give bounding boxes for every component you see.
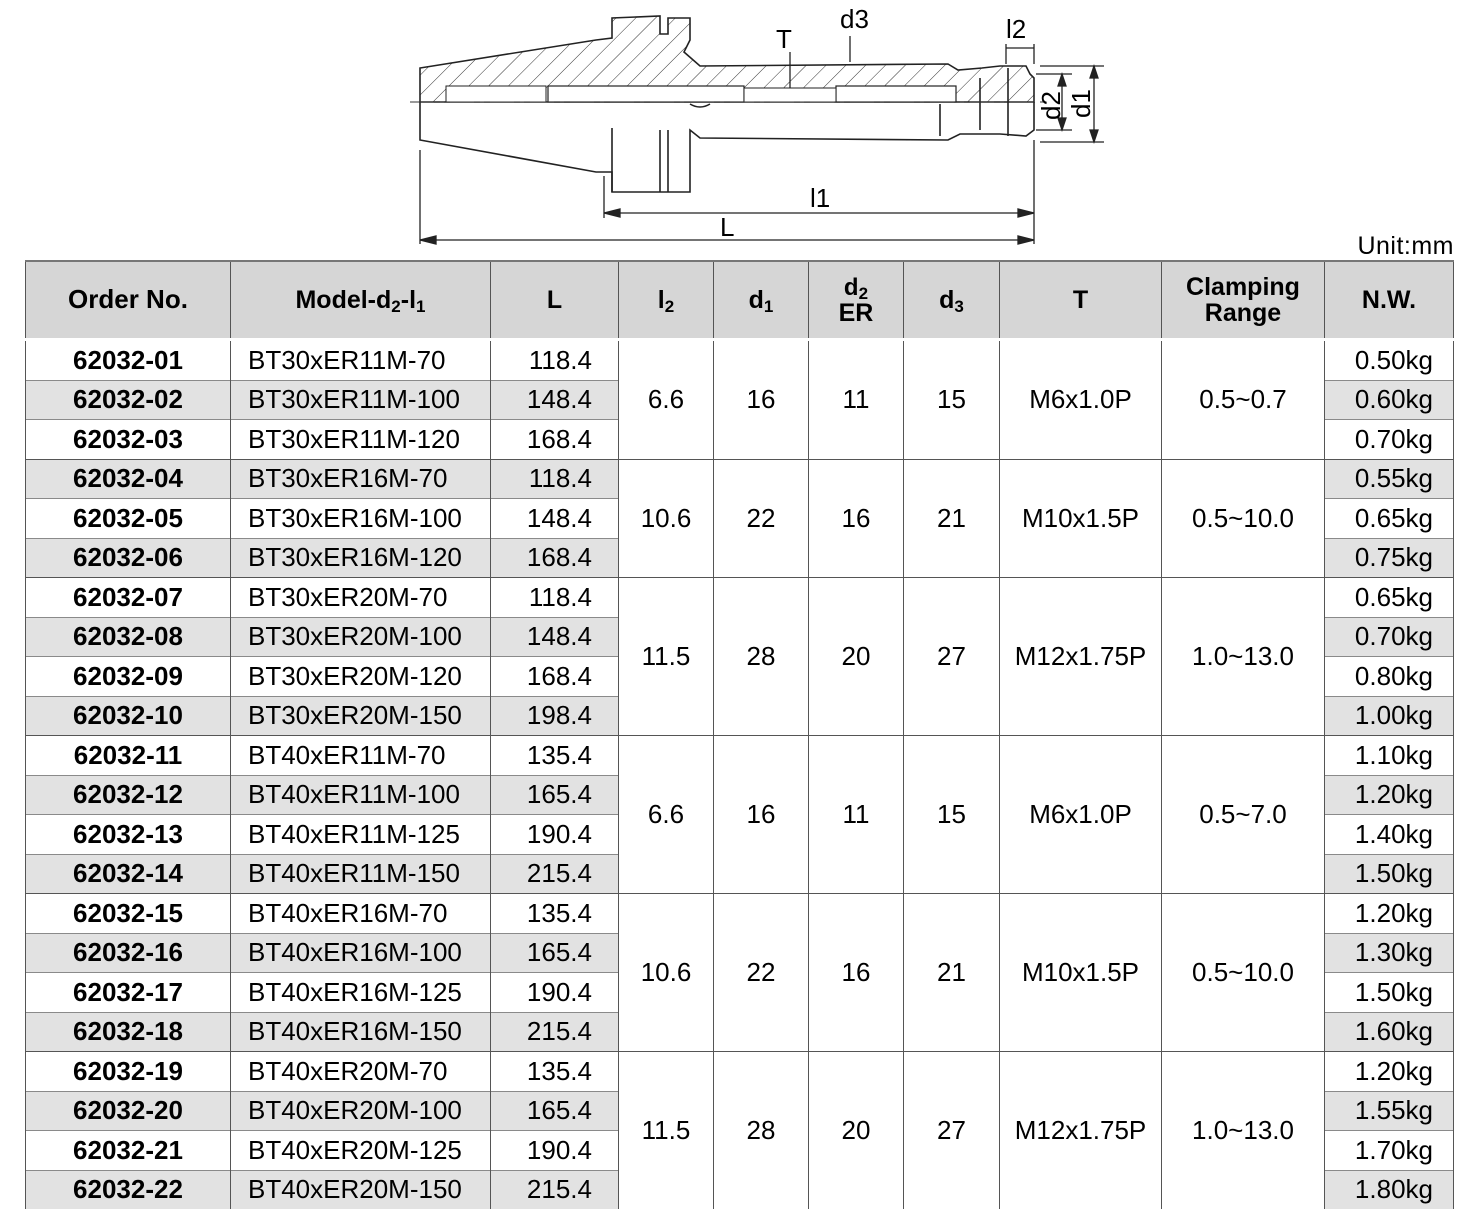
d1-cell: 28 [714,1052,809,1210]
l2-cell: 6.6 [619,340,714,460]
net-weight-cell: 0.60kg [1325,380,1454,420]
order-no-cell: 62032-05 [26,499,231,539]
net-weight-cell: 0.75kg [1325,538,1454,578]
model-cell: BT30xER20M-70 [231,578,491,618]
length-cell: 215.4 [491,1012,619,1052]
net-weight-cell: 0.70kg [1325,617,1454,657]
length-cell: 118.4 [491,578,619,618]
model-cell: BT40xER11M-125 [231,815,491,855]
header-d3: d3 [904,261,1000,340]
model-cell: BT40xER20M-70 [231,1052,491,1092]
order-no-cell: 62032-09 [26,657,231,697]
thread-cell: M12x1.75P [1000,1052,1162,1210]
model-cell: BT40xER16M-150 [231,1012,491,1052]
net-weight-cell: 1.20kg [1325,775,1454,815]
length-cell: 215.4 [491,1170,619,1209]
d2-cell: 11 [809,340,904,460]
order-no-cell: 62032-15 [26,894,231,934]
clamping-range-cell: 0.5~0.7 [1162,340,1325,460]
header-L: L [491,261,619,340]
order-no-cell: 62032-14 [26,854,231,894]
sectioned-half [420,16,1034,102]
table-row [26,894,1454,934]
label-d3: d3 [840,4,869,34]
net-weight-cell: 1.60kg [1325,1012,1454,1052]
net-weight-cell: 1.40kg [1325,815,1454,855]
length-cell: 190.4 [491,1131,619,1171]
order-no-cell: 62032-16 [26,933,231,973]
header-order-no: Order No. [26,261,231,340]
d2-cell: 16 [809,459,904,578]
order-no-cell: 62032-06 [26,538,231,578]
label-d2: d2 [1036,91,1066,120]
net-weight-cell: 1.50kg [1325,854,1454,894]
model-cell: BT40xER16M-125 [231,973,491,1013]
order-no-cell: 62032-13 [26,815,231,855]
header-row [26,261,1454,340]
length-cell: 118.4 [491,340,619,381]
order-no-cell: 62032-04 [26,459,231,499]
spec-table [25,260,1454,1209]
table-body [26,340,1454,1210]
model-cell: BT30xER20M-120 [231,657,491,697]
length-cell: 165.4 [491,933,619,973]
header-T: T [1000,261,1162,340]
net-weight-cell: 1.00kg [1325,696,1454,736]
order-no-cell: 62032-20 [26,1091,231,1131]
order-no-cell: 62032-22 [26,1170,231,1209]
d2-cell: 20 [809,1052,904,1210]
thread-cell: M6x1.0P [1000,736,1162,894]
tool-holder-drawing [0,0,1482,262]
length-cell: 168.4 [491,538,619,578]
net-weight-cell: 0.80kg [1325,657,1454,697]
net-weight-cell: 1.20kg [1325,1052,1454,1092]
length-cell: 135.4 [491,1052,619,1092]
thread-cell: M10x1.5P [1000,459,1162,578]
thread-cell: M10x1.5P [1000,894,1162,1052]
length-cell: 168.4 [491,657,619,697]
order-no-cell: 62032-18 [26,1012,231,1052]
clamping-range-cell: 1.0~13.0 [1162,1052,1325,1210]
order-no-cell: 62032-07 [26,578,231,618]
label-l2: l2 [1006,14,1027,44]
model-cell: BT30xER16M-100 [231,499,491,539]
model-cell: BT30xER16M-120 [231,538,491,578]
net-weight-cell: 1.10kg [1325,736,1454,776]
model-cell: BT40xER11M-100 [231,775,491,815]
length-cell: 135.4 [491,736,619,776]
order-no-cell: 62032-01 [26,340,231,381]
d2-cell: 16 [809,894,904,1052]
l2-cell: 11.5 [619,578,714,736]
length-cell: 148.4 [491,499,619,539]
l2-cell: 6.6 [619,736,714,894]
model-cell: BT40xER16M-100 [231,933,491,973]
length-cell: 118.4 [491,459,619,499]
model-cell: BT30xER20M-150 [231,696,491,736]
d1-cell: 16 [714,736,809,894]
model-cell: BT40xER20M-125 [231,1131,491,1171]
model-cell: BT30xER20M-100 [231,617,491,657]
table-row [26,459,1454,499]
d3-cell: 15 [904,736,1000,894]
table-row [26,1052,1454,1092]
length-cell: 165.4 [491,1091,619,1131]
d1-cell: 22 [714,459,809,578]
clamping-range-cell: 0.5~7.0 [1162,736,1325,894]
net-weight-cell: 0.65kg [1325,578,1454,618]
model-cell: BT30xER11M-70 [231,340,491,381]
net-weight-cell: 1.80kg [1325,1170,1454,1209]
model-cell: BT30xER16M-70 [231,459,491,499]
d2-cell: 11 [809,736,904,894]
l2-cell: 11.5 [619,1052,714,1210]
order-no-cell: 62032-08 [26,617,231,657]
thread-cell: M12x1.75P [1000,578,1162,736]
table-row [26,578,1454,618]
order-no-cell: 62032-10 [26,696,231,736]
label-l1: l1 [810,183,831,213]
label-T: T [776,24,792,54]
d3-cell: 15 [904,340,1000,460]
order-no-cell: 62032-11 [26,736,231,776]
length-cell: 168.4 [491,420,619,460]
net-weight-cell: 1.30kg [1325,933,1454,973]
header-model: Model-d2-l1 [231,261,491,340]
net-weight-cell: 0.70kg [1325,420,1454,460]
l2-cell: 10.6 [619,459,714,578]
model-cell: BT40xER11M-150 [231,854,491,894]
model-cell: BT40xER11M-70 [231,736,491,776]
net-weight-cell: 0.55kg [1325,459,1454,499]
d1-cell: 22 [714,894,809,1052]
table-row [26,736,1454,776]
length-cell: 198.4 [491,696,619,736]
header-d2: d2 ER [809,261,904,340]
d3-cell: 27 [904,578,1000,736]
d3-cell: 21 [904,459,1000,578]
clamping-range-cell: 1.0~13.0 [1162,578,1325,736]
net-weight-cell: 0.65kg [1325,499,1454,539]
length-cell: 190.4 [491,973,619,1013]
d2-cell: 20 [809,578,904,736]
order-no-cell: 62032-02 [26,380,231,420]
length-cell: 190.4 [491,815,619,855]
order-no-cell: 62032-17 [26,973,231,1013]
length-cell: 215.4 [491,854,619,894]
header-l2: l2 [619,261,714,340]
d1-cell: 16 [714,340,809,460]
net-weight-cell: 1.20kg [1325,894,1454,934]
d3-cell: 21 [904,894,1000,1052]
table-row [26,340,1454,381]
model-cell: BT40xER20M-100 [231,1091,491,1131]
model-cell: BT40xER16M-70 [231,894,491,934]
label-d1: d1 [1066,89,1096,118]
label-L: L [720,212,735,242]
model-cell: BT30xER11M-100 [231,380,491,420]
unit-label: Unit:mm [1357,232,1454,260]
length-cell: 165.4 [491,775,619,815]
header-net-weight: N.W. [1325,261,1454,340]
header-d1: d1 [714,261,809,340]
model-cell: BT40xER20M-150 [231,1170,491,1209]
d1-cell: 28 [714,578,809,736]
order-no-cell: 62032-21 [26,1131,231,1171]
length-cell: 135.4 [491,894,619,934]
clamping-range-cell: 0.5~10.0 [1162,894,1325,1052]
d3-cell: 27 [904,1052,1000,1210]
net-weight-cell: 1.70kg [1325,1131,1454,1171]
length-cell: 148.4 [491,380,619,420]
net-weight-cell: 1.55kg [1325,1091,1454,1131]
net-weight-cell: 0.50kg [1325,340,1454,381]
order-no-cell: 62032-12 [26,775,231,815]
l2-cell: 10.6 [619,894,714,1052]
net-weight-cell: 1.50kg [1325,973,1454,1013]
order-no-cell: 62032-03 [26,420,231,460]
clamping-range-cell: 0.5~10.0 [1162,459,1325,578]
model-cell: BT30xER11M-120 [231,420,491,460]
length-cell: 148.4 [491,617,619,657]
header-clamping-range: Clamping Range [1162,261,1325,340]
thread-cell: M6x1.0P [1000,340,1162,460]
order-no-cell: 62032-19 [26,1052,231,1092]
